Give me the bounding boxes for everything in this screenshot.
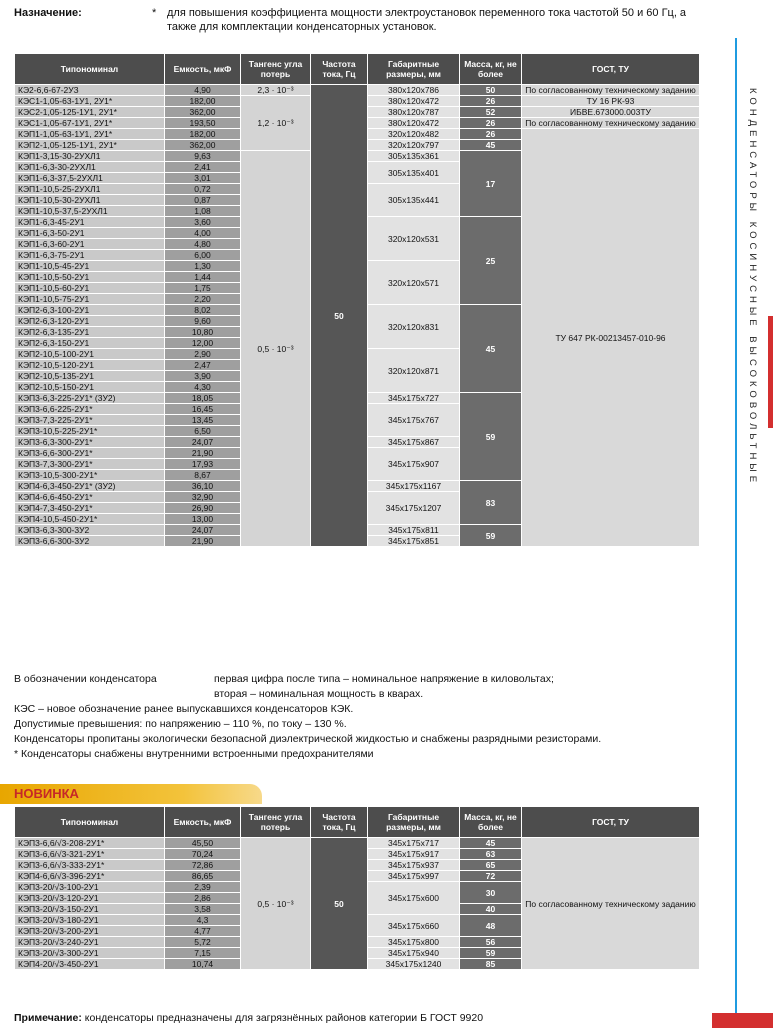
dimensions-cell: 345x175x767 — [368, 404, 460, 437]
note-line-3: КЭС – новое обозначение ранее выпускавшихся конденсаторов КЭК. — [14, 703, 354, 715]
mass-cell: 48 — [460, 915, 522, 937]
capacitance-cell: 4,30 — [165, 382, 241, 393]
capacitance-cell: 2,86 — [165, 893, 241, 904]
dimensions-cell: 305x135x401 — [368, 162, 460, 184]
type-cell: КЭП3-10,5-225-2У1* — [15, 426, 165, 437]
type-cell: КЭС1-1,05-63-1У1, 2У1* — [15, 96, 165, 107]
mass-cell: 83 — [460, 481, 522, 525]
header-dimensions: Габаритные размеры, мм — [368, 807, 460, 838]
mass-cell: 50 — [460, 85, 522, 96]
header-mass: Масса, кг, не более — [460, 54, 522, 85]
side-accent-line — [735, 38, 737, 1018]
new-badge: НОВИНКА — [0, 784, 262, 804]
note-line-1-right: первая цифра после типа – номинальное напряжение в киловольтах; — [214, 673, 554, 685]
purpose-label: Назначение: — [14, 7, 82, 19]
type-cell: КЭП1-6,3-30-2УХЛ1 — [15, 162, 165, 173]
capacitance-cell: 193,50 — [165, 118, 241, 129]
capacitance-cell: 8,67 — [165, 470, 241, 481]
capacitance-cell: 10,80 — [165, 327, 241, 338]
capacitance-cell: 6,00 — [165, 250, 241, 261]
capacitance-cell: 4,90 — [165, 85, 241, 96]
mass-cell: 56 — [460, 937, 522, 948]
dimensions-cell: 345x175x937 — [368, 860, 460, 871]
mass-cell: 45 — [460, 140, 522, 151]
note-line-1-left: В обозначении конденсатора — [14, 673, 157, 685]
gost-cell: ИБВЕ.673000.003ТУ — [522, 107, 700, 118]
dimensions-cell: 345x175x811 — [368, 525, 460, 536]
type-cell: КЭП3-6,6-300-2У1* — [15, 448, 165, 459]
dimensions-cell: 345x175x1240 — [368, 959, 460, 970]
capacitance-cell: 36,10 — [165, 481, 241, 492]
dimensions-cell: 345x175x940 — [368, 948, 460, 959]
capacitor-table — [14, 53, 700, 547]
header-tangent: Тангенс угла потерь — [241, 54, 311, 85]
mass-cell: 59 — [460, 948, 522, 959]
dimensions-cell: 345x175x800 — [368, 937, 460, 948]
capacitance-cell: 24,07 — [165, 437, 241, 448]
capacitance-cell: 5,72 — [165, 937, 241, 948]
note-line-5: Конденсаторы пропитаны экологически безопасной диэлектрической жидкостью и снабжены разрядными резисторами. — [14, 733, 602, 745]
type-cell: КЭП1-6,3-60-2У1 — [15, 239, 165, 250]
mass-cell: 45 — [460, 838, 522, 849]
header-mass: Масса, кг, не более — [460, 807, 522, 838]
mass-cell: 25 — [460, 217, 522, 305]
capacitance-cell: 2,20 — [165, 294, 241, 305]
type-cell: КЭП4-6,3-450-2У1* (3У2) — [15, 481, 165, 492]
type-cell: КЭП2-1,05-125-1У1, 2У1* — [15, 140, 165, 151]
capacitance-cell: 13,45 — [165, 415, 241, 426]
capacitance-cell: 1,08 — [165, 206, 241, 217]
capacitance-cell: 24,07 — [165, 525, 241, 536]
purpose-bullet: * — [152, 7, 157, 19]
header-dimensions: Габаритные размеры, мм — [368, 54, 460, 85]
capacitance-cell: 8,02 — [165, 305, 241, 316]
header-frequency: Частота тока, Гц — [311, 807, 368, 838]
type-cell: КЭ2-6,6-67-2УЗ — [15, 85, 165, 96]
mass-cell: 40 — [460, 904, 522, 915]
header-capacitance: Емкость, мкФ — [165, 807, 241, 838]
capacitance-cell: 21,90 — [165, 536, 241, 547]
type-cell: КЭП2-10,5-120-2У1 — [15, 360, 165, 371]
mass-cell: 72 — [460, 871, 522, 882]
dimensions-cell: 320x120x797 — [368, 140, 460, 151]
capacitance-cell: 0,72 — [165, 184, 241, 195]
dimensions-cell: 345x175x727 — [368, 393, 460, 404]
tangent-cell: 2,3 · 10⁻³ — [241, 85, 311, 96]
capacitance-cell: 45,50 — [165, 838, 241, 849]
type-cell: КЭП1-10,5-30-2УХЛ1 — [15, 195, 165, 206]
dimensions-cell: 345x175x907 — [368, 448, 460, 481]
dimensions-cell: 345x175x917 — [368, 849, 460, 860]
capacitance-cell: 32,90 — [165, 492, 241, 503]
type-cell: КЭП2-6,3-150-2У1 — [15, 338, 165, 349]
capacitance-cell: 18,05 — [165, 393, 241, 404]
dimensions-cell: 320x120x871 — [368, 349, 460, 393]
type-cell: КЭП3-20/√3-100-2У1 — [15, 882, 165, 893]
footnote — [14, 1011, 483, 1025]
mass-cell: 45 — [460, 305, 522, 393]
gost-cell: По согласованному техническому заданию — [522, 118, 700, 129]
mass-cell: 63 — [460, 849, 522, 860]
dimensions-cell: 345x175x1167 — [368, 481, 460, 492]
note-line-2: вторая – номинальная мощность в кварах. — [214, 688, 424, 700]
notes-block — [14, 672, 694, 762]
dimensions-cell: 380x120x786 — [368, 85, 460, 96]
header-type: Типономинал — [15, 807, 165, 838]
corner-red-marker — [712, 1013, 773, 1028]
mass-cell: 85 — [460, 959, 522, 970]
type-cell: КЭП1-6,3-50-2У1 — [15, 228, 165, 239]
mass-cell: 65 — [460, 860, 522, 871]
type-cell: КЭС1-1,05-67-1У1, 2У1* — [15, 118, 165, 129]
mass-cell: 26 — [460, 96, 522, 107]
type-cell: КЭП3-7,3-300-2У1* — [15, 459, 165, 470]
mass-cell: 59 — [460, 393, 522, 481]
type-cell: КЭП2-6,3-100-2У1 — [15, 305, 165, 316]
capacitance-cell: 72,86 — [165, 860, 241, 871]
type-cell: КЭП1-10,5-60-2У1 — [15, 283, 165, 294]
type-cell: КЭП1-10,5-75-2У1 — [15, 294, 165, 305]
tangent-cell: 1,2 · 10⁻³ — [241, 96, 311, 151]
frequency-cell: 50 — [311, 85, 368, 547]
capacitance-cell: 3,90 — [165, 371, 241, 382]
type-cell: КЭП3-20/√3-150-2У1 — [15, 904, 165, 915]
capacitance-cell: 0,87 — [165, 195, 241, 206]
header-gost: ГОСТ, ТУ — [522, 54, 700, 85]
type-cell: КЭП3-10,5-300-2У1* — [15, 470, 165, 481]
type-cell: КЭП4-10,5-450-2У1* — [15, 514, 165, 525]
capacitance-cell: 13,00 — [165, 514, 241, 525]
type-cell: КЭП2-6,3-120-2У1 — [15, 316, 165, 327]
type-cell: КЭП1-10,5-25-2УХЛ1 — [15, 184, 165, 195]
capacitance-cell: 10,74 — [165, 959, 241, 970]
capacitance-cell: 12,00 — [165, 338, 241, 349]
capacitance-cell: 70,24 — [165, 849, 241, 860]
dimensions-cell: 380x120x472 — [368, 118, 460, 129]
new-capacitor-table — [14, 806, 700, 970]
type-cell: КЭП3-6,3-225-2У1* (3У2) — [15, 393, 165, 404]
capacitance-cell: 16,45 — [165, 404, 241, 415]
type-cell: КЭП3-7,3-225-2У1* — [15, 415, 165, 426]
footnote-label: Примечание: — [14, 1012, 82, 1024]
type-cell: КЭП1-10,5-37,5-2УХЛ1 — [15, 206, 165, 217]
dimensions-cell: 320x120x571 — [368, 261, 460, 305]
gost-cell: По согласованному техническому заданию — [522, 85, 700, 96]
capacitance-cell: 9,60 — [165, 316, 241, 327]
dimensions-cell: 345x175x717 — [368, 838, 460, 849]
capacitance-cell: 4,3 — [165, 915, 241, 926]
type-cell: КЭП3-6,6-225-2У1* — [15, 404, 165, 415]
capacitance-cell: 4,80 — [165, 239, 241, 250]
mass-cell: 26 — [460, 129, 522, 140]
purpose-text: для повышения коэффициента мощности электроустановок переменного тока частотой 50 и 60 Гц, а также для комплектации конденсаторных установок. — [167, 7, 687, 33]
type-cell: КЭП3-20/√3-180-2У1 — [15, 915, 165, 926]
note-line-6: * Конденсаторы снабжены внутренними встроенными предохранителями — [14, 748, 374, 760]
capacitance-cell: 362,00 — [165, 140, 241, 151]
capacitance-cell: 7,15 — [165, 948, 241, 959]
type-cell: КЭП4-20/√3-450-2У1 — [15, 959, 165, 970]
capacitance-cell: 4,77 — [165, 926, 241, 937]
dimensions-cell: 380x120x472 — [368, 96, 460, 107]
type-cell: КЭП3-6,6-300-3У2 — [15, 536, 165, 547]
capacitance-cell: 3,58 — [165, 904, 241, 915]
footnote-text: конденсаторы предназначены для загрязнённых районов категории Б ГОСТ 9920 — [84, 1012, 484, 1024]
mass-cell: 30 — [460, 882, 522, 904]
type-cell: КЭП1-10,5-50-2У1 — [15, 272, 165, 283]
type-cell: КЭП2-10,5-100-2У1 — [15, 349, 165, 360]
dimensions-cell: 305x135x441 — [368, 184, 460, 217]
dimensions-cell: 320x120x831 — [368, 305, 460, 349]
type-cell: КЭП3-6,3-300-3У2 — [15, 525, 165, 536]
type-cell: КЭП2-10,5-135-2У1 — [15, 371, 165, 382]
note-line-4: Допустимые превышения: по напряжению – 110 %, по току – 130 %. — [14, 718, 347, 730]
type-cell: КЭП1-1,05-63-1У1, 2У1* — [15, 129, 165, 140]
type-cell: КЭП1-6,3-75-2У1 — [15, 250, 165, 261]
side-red-marker — [768, 316, 773, 428]
capacitance-cell: 1,30 — [165, 261, 241, 272]
dimensions-cell: 320x120x531 — [368, 217, 460, 261]
type-cell: КЭП4-7,3-450-2У1* — [15, 503, 165, 514]
type-cell: КЭП1-3,15-30-2УХЛ1 — [15, 151, 165, 162]
dimensions-cell: 345x175x1207 — [368, 492, 460, 525]
dimensions-cell: 345x175x997 — [368, 871, 460, 882]
mass-cell: 17 — [460, 151, 522, 217]
dimensions-cell: 320x120x482 — [368, 129, 460, 140]
dimensions-cell: 345x175x867 — [368, 437, 460, 448]
type-cell: КЭС2-1,05-125-1У1, 2У1* — [15, 107, 165, 118]
type-cell: КЭП2-6,3-135-2У1 — [15, 327, 165, 338]
frequency-cell: 50 — [311, 838, 368, 970]
type-cell: КЭП3-6,6/√3-321-2У1* — [15, 849, 165, 860]
header-tangent: Тангенс угла потерь — [241, 807, 311, 838]
tangent-cell: 0,5 · 10⁻³ — [241, 838, 311, 970]
capacitance-cell: 2,39 — [165, 882, 241, 893]
type-cell: КЭП3-6,6/√3-208-2У1* — [15, 838, 165, 849]
header-capacitance: Емкость, мкФ — [165, 54, 241, 85]
dimensions-cell: 345x175x851 — [368, 536, 460, 547]
type-cell: КЭП2-10,5-150-2У1 — [15, 382, 165, 393]
capacitance-cell: 2,90 — [165, 349, 241, 360]
capacitance-cell: 2,41 — [165, 162, 241, 173]
dimensions-cell: 345x175x660 — [368, 915, 460, 937]
capacitance-cell: 3,01 — [165, 173, 241, 184]
type-cell: КЭП3-6,3-300-2У1* — [15, 437, 165, 448]
type-cell: КЭП4-6,6/√3-396-2У1* — [15, 871, 165, 882]
type-cell: КЭП3-20/√3-300-2У1 — [15, 948, 165, 959]
mass-cell: 52 — [460, 107, 522, 118]
mass-cell: 59 — [460, 525, 522, 547]
capacitance-cell: 26,90 — [165, 503, 241, 514]
capacitance-cell: 1,44 — [165, 272, 241, 283]
type-cell: КЭП1-6,3-45-2У1 — [15, 217, 165, 228]
capacitance-cell: 1,75 — [165, 283, 241, 294]
dimensions-cell: 305x135x361 — [368, 151, 460, 162]
capacitance-cell: 362,00 — [165, 107, 241, 118]
type-cell: КЭП4-6,6-450-2У1* — [15, 492, 165, 503]
header-gost: ГОСТ, ТУ — [522, 807, 700, 838]
type-cell: КЭП3-6,6/√3-333-2У1* — [15, 860, 165, 871]
mass-cell: 26 — [460, 118, 522, 129]
gost-cell: ТУ 16 РК-93 — [522, 96, 700, 107]
capacitance-cell: 182,00 — [165, 96, 241, 107]
dimensions-cell: 345x175x600 — [368, 882, 460, 915]
capacitance-cell: 182,00 — [165, 129, 241, 140]
capacitance-cell: 86,65 — [165, 871, 241, 882]
gost-cell: По согласованному техническому заданию — [522, 838, 700, 970]
type-cell: КЭП3-20/√3-120-2У1 — [15, 893, 165, 904]
dimensions-cell: 380x120x787 — [368, 107, 460, 118]
header-type: Типономинал — [15, 54, 165, 85]
capacitance-cell: 3,60 — [165, 217, 241, 228]
side-section-label: КОНДЕНСАТОРЫ КОСИНУСНЫЕ ВЫСОКОВОЛЬТНЫЕ — [747, 88, 758, 487]
type-cell: КЭП1-6,3-37,5-2УХЛ1 — [15, 173, 165, 184]
type-cell: КЭП1-10,5-45-2У1 — [15, 261, 165, 272]
capacitance-cell: 17,93 — [165, 459, 241, 470]
type-cell: КЭП3-20/√3-200-2У1 — [15, 926, 165, 937]
tangent-cell: 0,5 · 10⁻³ — [241, 151, 311, 547]
type-cell: КЭП3-20/√3-240-2У1 — [15, 937, 165, 948]
capacitance-cell: 4,00 — [165, 228, 241, 239]
header-frequency: Частота тока, Гц — [311, 54, 368, 85]
gost-cell: ТУ 647 РК-00213457-010-96 — [522, 129, 700, 547]
capacitance-cell: 21,90 — [165, 448, 241, 459]
capacitance-cell: 2,47 — [165, 360, 241, 371]
capacitance-cell: 6,50 — [165, 426, 241, 437]
capacitance-cell: 9,63 — [165, 151, 241, 162]
